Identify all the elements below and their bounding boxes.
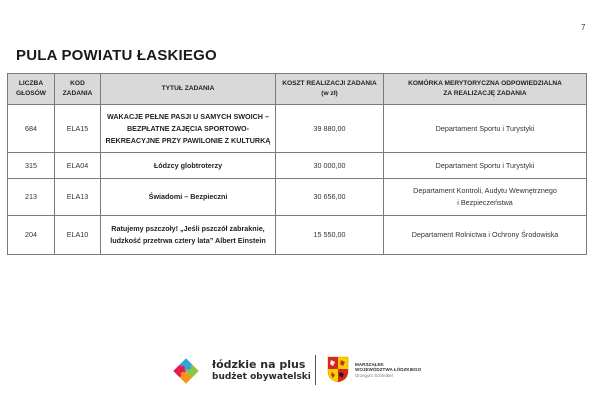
votes-cell: 213 [8, 179, 55, 216]
cost-cell: 30 656,00 [276, 179, 384, 216]
table-row [8, 105, 587, 153]
unit-cell: Departament Sportu i Turystyki [384, 153, 587, 179]
table-row [8, 179, 587, 216]
cost-cell: 39 880,00 [276, 105, 384, 153]
header-votes: LICZBA GŁOSÓW [8, 74, 55, 105]
votes-cell: 204 [8, 216, 55, 255]
marshal-name: Grzegorz Schreiber [355, 373, 394, 378]
task-title-cell: WAKACJE PEŁNE PASJI U SAMYCH SWOICH – BEZPŁATNE ZAJĘCIA SPORTOWO- REKREACYJNE PRZY PAWILONIE Z KULTURKĄ [101, 105, 276, 153]
task-title-cell: Łódzcy globtroterzy [101, 153, 276, 179]
table-row [8, 153, 587, 179]
code-cell: ELA13 [55, 179, 101, 216]
cost-cell: 15 550,00 [276, 216, 384, 255]
puzzle-logo-icon [171, 356, 201, 386]
header-task-title: TYTUŁ ZADANIA [101, 74, 276, 105]
unit-cell: Departament Kontroli, Audytu Wewnętrznego i Bezpieczeństwa [384, 179, 587, 216]
votes-cell: 684 [8, 105, 55, 153]
brand-subtitle: budżet obywatelski [212, 372, 311, 382]
task-title-cell: Ratujemy pszczoły! „Jeśli pszczół zabraknie, ludzkość przetrwa cztery lata” Albert Einstein [101, 216, 276, 255]
cost-cell: 30 000,00 [276, 153, 384, 179]
task-title-cell: Świadomi – Bezpieczni [101, 179, 276, 216]
header-code: KOD ZADANIA [55, 74, 101, 105]
marshal-title: MARSZAŁEK [355, 362, 384, 367]
code-cell: ELA04 [55, 153, 101, 179]
header-cost: KOSZT REALIZACJI ZADANIA (w zł) [276, 74, 384, 105]
brand-name: łódzkie na plus [212, 358, 306, 371]
page-title: PULA POWIATU ŁASKIEGO [16, 47, 217, 64]
table-header-row [8, 74, 587, 105]
footer-divider [315, 355, 316, 385]
tasks-table [7, 73, 587, 255]
unit-cell: Departament Rolnictwa i Ochrony Środowiska [384, 216, 587, 255]
code-cell: ELA15 [55, 105, 101, 153]
page-number: 7 [581, 23, 586, 32]
code-cell: ELA10 [55, 216, 101, 255]
unit-cell: Departament Sportu i Turystyki [384, 105, 587, 153]
marshal-region: WOJEWÓDZTWA ŁÓDZKIEGO [355, 367, 422, 372]
header-unit: KOMÓRKA MERYTORYCZNA ODPOWIEDZIALNA ZA REALIZACJĘ ZADANIA [384, 74, 587, 105]
votes-cell: 315 [8, 153, 55, 179]
table-row [8, 216, 587, 255]
coat-of-arms-icon [327, 356, 349, 383]
